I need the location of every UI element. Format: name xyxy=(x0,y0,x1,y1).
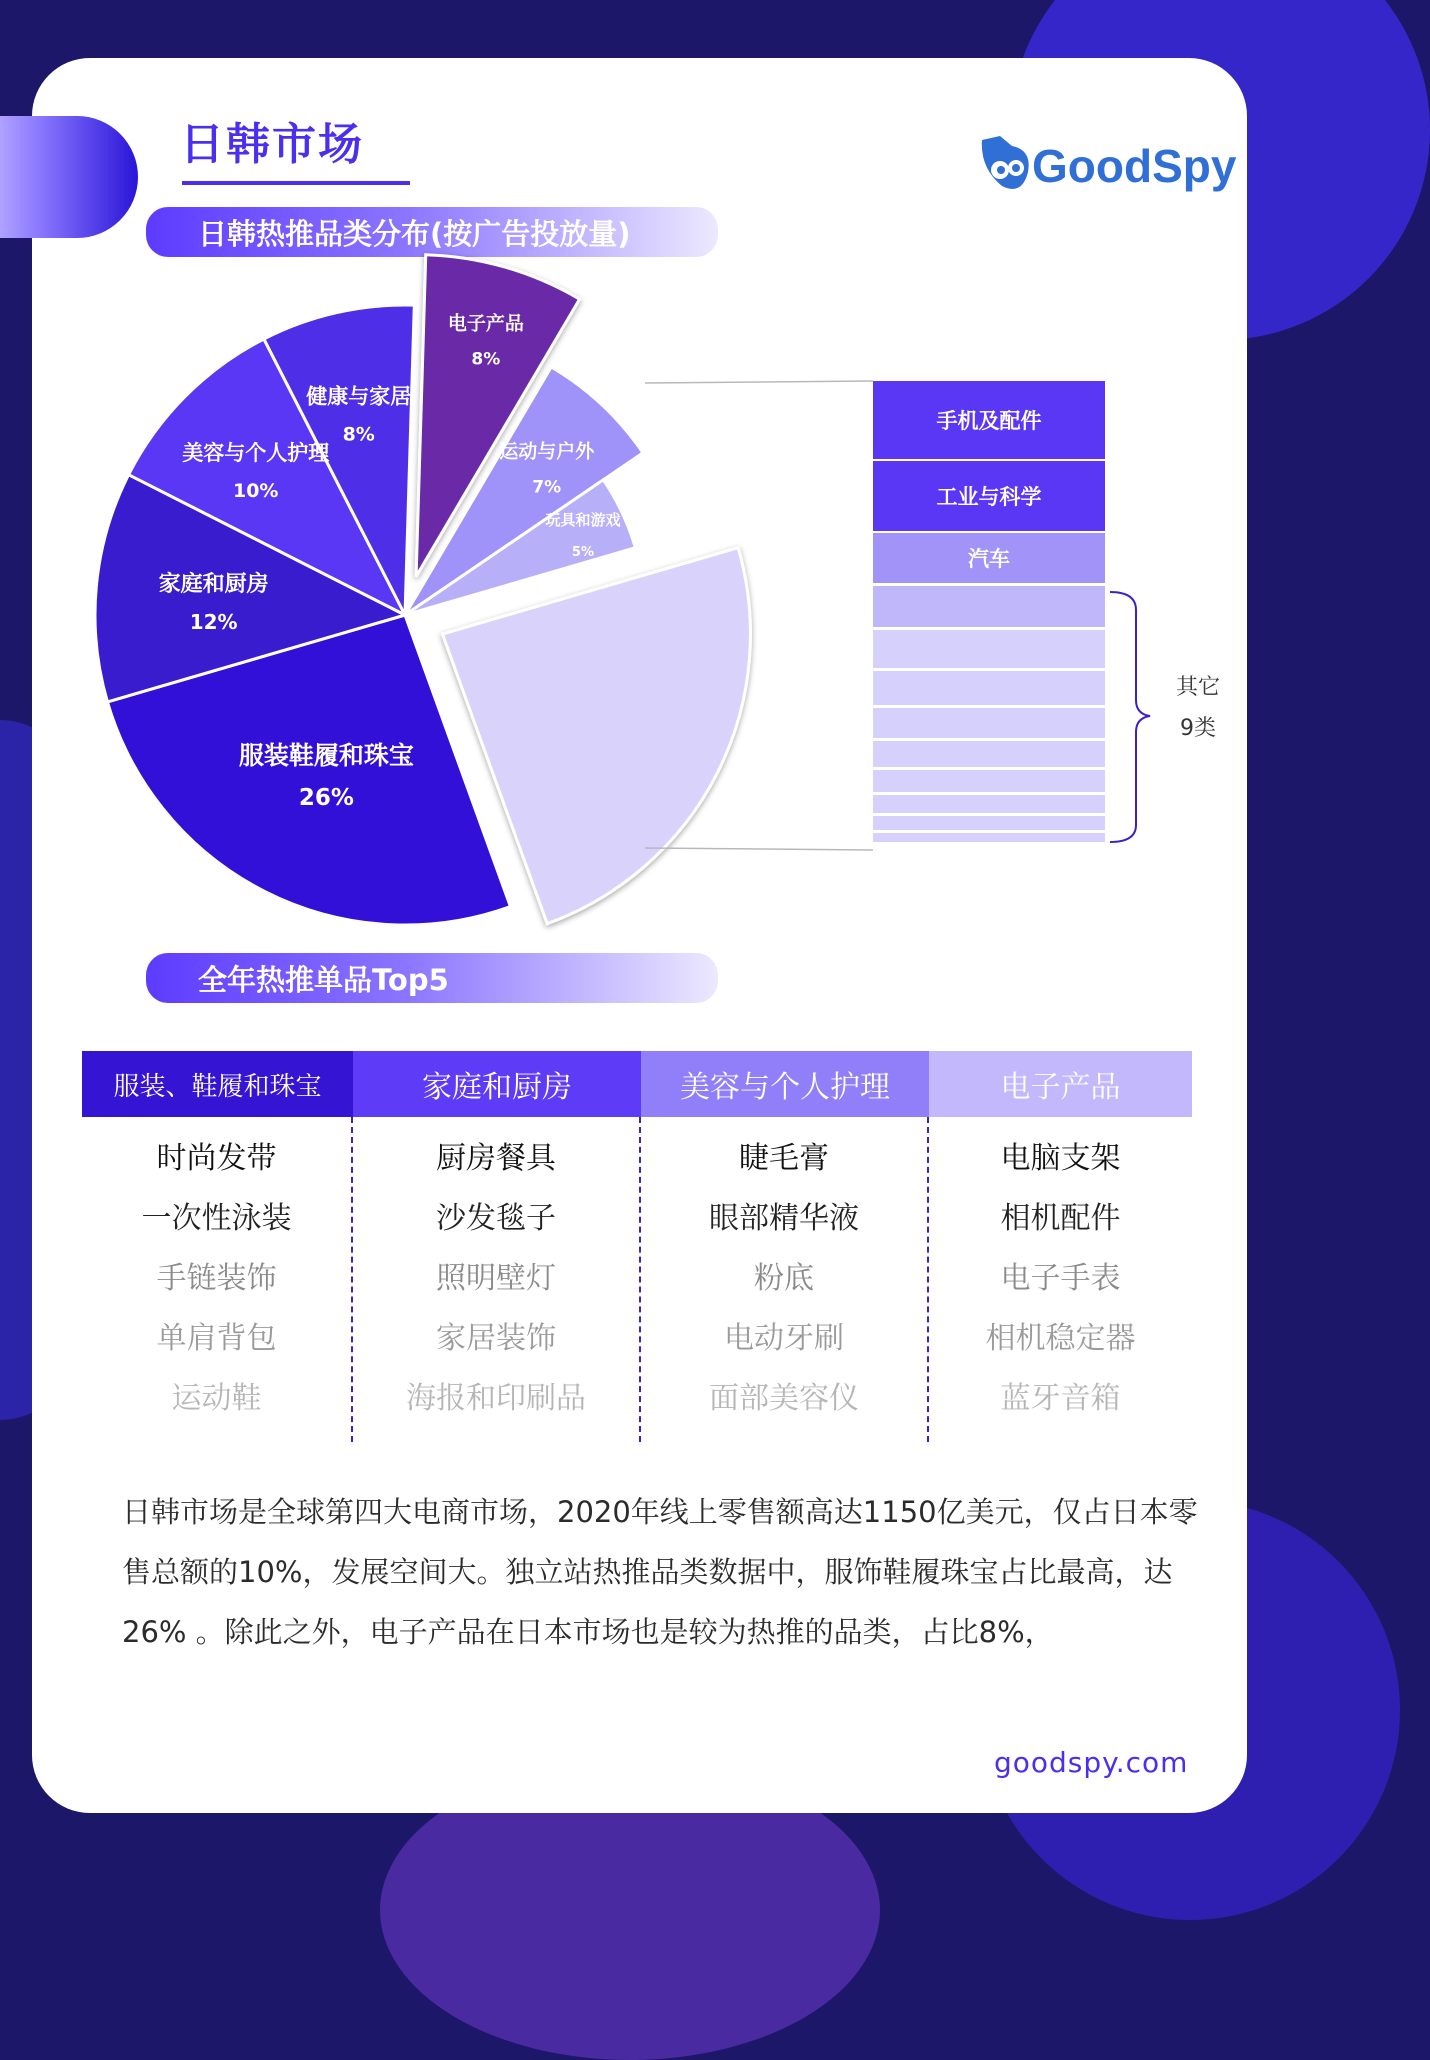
section-title: 全年热推单品Top5 xyxy=(198,963,449,997)
breakdown-other-segment[interactable] xyxy=(873,671,1105,705)
breakdown-other-segment[interactable] xyxy=(873,833,1105,842)
table-cell: 手链装饰 xyxy=(156,1261,277,1296)
table-cell: 蓝牙音箱 xyxy=(1000,1381,1121,1416)
table-cell: 电脑支架 xyxy=(1000,1141,1121,1176)
connector-line xyxy=(645,381,873,383)
table-cell: 海报和印刷品 xyxy=(406,1381,586,1416)
pie-slice-value: 12% xyxy=(189,610,238,635)
table-cell: 家居装饰 xyxy=(436,1321,556,1356)
others-count-label: 9类 xyxy=(1180,716,1216,741)
table-cell: 电子手表 xyxy=(1000,1261,1121,1296)
breakdown-other-segment[interactable] xyxy=(873,630,1105,668)
breakdown-other-segment[interactable] xyxy=(873,708,1105,738)
table-cell: 一次性泳装 xyxy=(141,1201,292,1236)
pie-slice-label: 电子产品 xyxy=(447,312,524,335)
breakdown-other-segment[interactable] xyxy=(873,770,1105,792)
page-title: 日韩市场 xyxy=(180,119,364,170)
pie-slice-label: 美容与个人护理 xyxy=(182,441,330,466)
pie-slice-value: 8% xyxy=(471,349,501,370)
table-cell: 电动牙刷 xyxy=(724,1321,844,1356)
table-cell: 单肩背包 xyxy=(156,1321,277,1356)
others-label: 其它 xyxy=(1175,675,1221,700)
pie-slice-value: 7% xyxy=(532,477,562,498)
breakdown-label: 手机及配件 xyxy=(936,409,1042,433)
breakdown-other-segment[interactable] xyxy=(873,795,1105,813)
table-cell: 沙发毯子 xyxy=(436,1201,556,1236)
breakdown-label: 工业与科学 xyxy=(936,485,1042,509)
table-header-cell: 美容与个人护理 xyxy=(641,1051,929,1117)
pie-slice-value: 5% xyxy=(571,544,594,560)
breakdown-other-segment[interactable] xyxy=(873,741,1105,767)
pie-slice-label: 健康与家居 xyxy=(306,384,412,409)
table-cell: 时尚发带 xyxy=(156,1141,277,1176)
table-cell: 厨房餐具 xyxy=(436,1141,556,1176)
breakdown-other-segment[interactable] xyxy=(873,816,1105,830)
pie-slice-label: 家庭和厨房 xyxy=(158,572,269,598)
table-cell: 照明壁灯 xyxy=(436,1261,556,1296)
breakdown-label: 汽车 xyxy=(968,547,1010,571)
pie-slice-label: 运动与户外 xyxy=(499,440,595,463)
pie-slice-label: 服装鞋履和珠宝 xyxy=(238,740,414,770)
pie-slice-label: 玩具和游戏 xyxy=(545,510,621,529)
table-header-cell: 服装、鞋履和珠宝 xyxy=(82,1051,353,1117)
table-cell: 睫毛膏 xyxy=(739,1141,829,1176)
others-brace xyxy=(1110,592,1150,842)
brand-text: GoodSpy xyxy=(1032,140,1237,192)
pie-slice-value: 10% xyxy=(232,480,279,503)
table-cell: 眼部精华液 xyxy=(709,1201,859,1236)
section-title: 日韩热推品类分布(按广告投放量) xyxy=(198,217,631,251)
summary-paragraph: 日韩市场是全球第四大电商市场，2020年线上零售额高达1150亿美元，仅占日本零售总额的10%，发展空间大。独立站热推品类数据中，服饰鞋履珠宝占比最高，达26% 。除此之外，电子产品在日本市场也是较为热推的品类，占比8%， xyxy=(122,1495,1198,1649)
table-cell: 相机稳定器 xyxy=(985,1321,1136,1356)
table-cell: 相机配件 xyxy=(1000,1201,1121,1236)
breakdown-other-segment[interactable] xyxy=(873,586,1105,627)
pie-slice-value: 26% xyxy=(298,784,354,811)
pie-slice-value: 8% xyxy=(342,423,375,446)
table-cell: 面部美容仪 xyxy=(709,1381,859,1416)
table-cell: 运动鞋 xyxy=(171,1381,262,1416)
connector-line xyxy=(645,848,873,850)
table-header-cell: 电子产品 xyxy=(929,1051,1192,1117)
table-cell: 粉底 xyxy=(754,1261,814,1296)
table-header-cell: 家庭和厨房 xyxy=(353,1051,641,1117)
footer-site-link[interactable]: goodspy.com xyxy=(994,1746,1189,1779)
